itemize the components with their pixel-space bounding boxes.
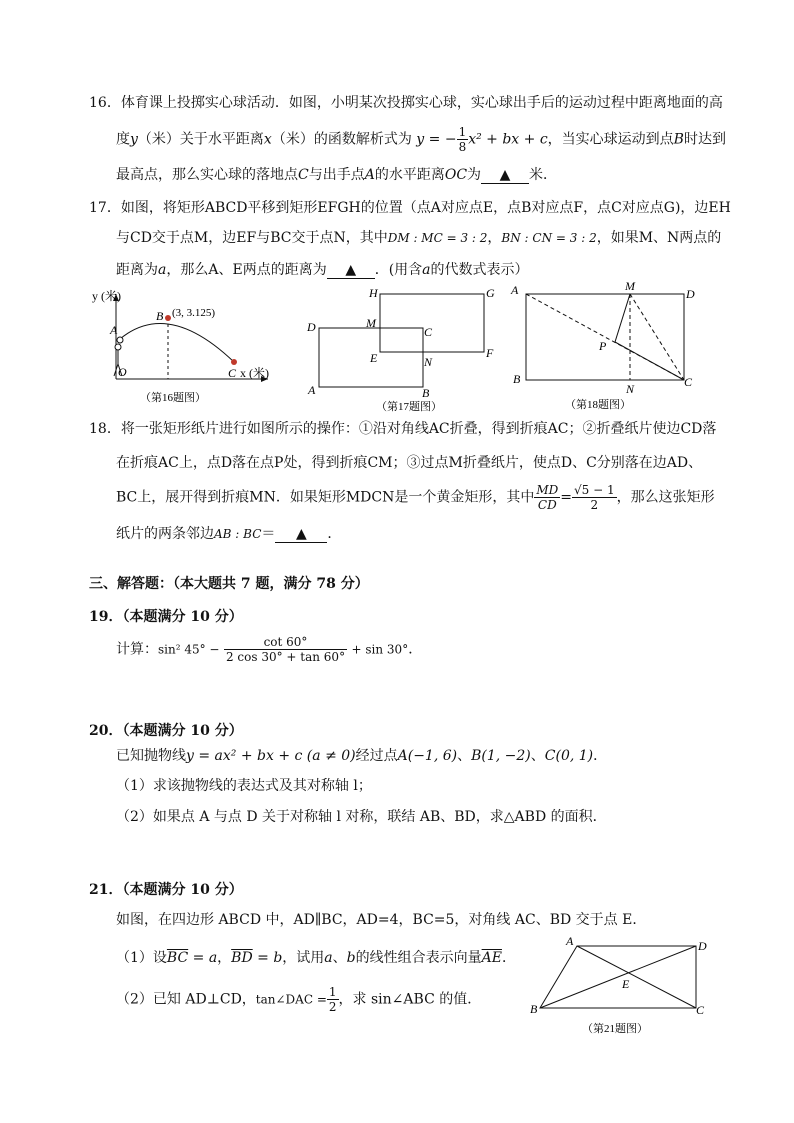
q21-heading: 21．（本题满分 10 分） [89, 882, 243, 898]
fig16-ylabel: y (米) [92, 289, 121, 303]
q18-line1: 18．将一张矩形纸片进行如图所示的操作：①沿对角线AC折叠，得到折痕AC；②折叠纸片使边CD落 [89, 421, 717, 437]
q21-stem: 如图，在四边形 ABCD 中，AD∥BC，AD=4，BC=5，对角线 AC、BD 交于点 E． [116, 912, 647, 928]
svg-text:C: C [424, 325, 433, 339]
q17-line1: 17．如图，将矩形ABCD平移到矩形EFGH的位置（点A对应点E，点B对应点F，点C对应点G)，边EH [89, 200, 731, 216]
figure-18 [505, 280, 705, 414]
svg-text:E: E [370, 351, 378, 365]
q21-sub1: （1）设$\overline{BC} = a$，$\overline{BD} = b$，试用a、b的线性组合表示向量$\overline{AE}$． [116, 950, 516, 966]
svg-text:N: N [626, 382, 635, 396]
q17-number: 17． [89, 200, 121, 216]
q18-answer-blank[interactable]: ▲ [275, 526, 327, 543]
q16-answer-blank[interactable]: ▲ [481, 167, 529, 184]
q17-line3: 距离为a，那么A、E两点的距离为 ▲ ．(用含a的代数式表示） [116, 262, 529, 278]
svg-text:A: A [110, 323, 118, 337]
svg-text:G: G [486, 286, 495, 300]
fig21-caption: （第21题图） [582, 1023, 648, 1035]
q16-line1: 16．体育课上投掷实心球活动．如图，小明某次投掷实心球，实心球出手后的运动过程中距离地面的高 [89, 95, 723, 111]
q18-line2: 在折痕AC上，点D落在点P处，得到折痕CM；③过点M折叠纸片，使点D、C分别落在边AD、 [116, 455, 703, 471]
q18-line3: BC上，展开得到折痕MN．如果矩形MDCN是一个黄金矩形，其中 $\frac{MD}{CD}$ = $\frac{√5 - 1}{2}$ ，那么这张矩形 [116, 483, 715, 512]
figure-16 [88, 284, 278, 409]
svg-text:C: C [684, 375, 693, 389]
q20-stem: 已知抛物线y = ax² + bx + c (a ≠ 0)经过点A(−1, 6)、B(1, −2)、C(0, 1)． [116, 748, 608, 764]
svg-text:D: D [686, 287, 695, 301]
q20-sub1: （1）求该抛物线的表达式及其对称轴 l； [116, 778, 372, 794]
svg-text:C: C [228, 366, 237, 380]
q16-formula: y = − [416, 131, 457, 148]
svg-text:M: M [625, 280, 635, 293]
svg-text:M: M [366, 316, 376, 330]
svg-text:H: H [369, 286, 378, 300]
svg-text:F: F [486, 346, 494, 360]
svg-text:N: N [424, 355, 433, 369]
fig16-point-label: (3, 3.125) [172, 307, 216, 319]
q19-heading: 19．（本题满分 10 分） [89, 609, 243, 625]
svg-text:E: E [622, 977, 630, 991]
svg-text:A: A [566, 934, 574, 948]
q17-line2: 与CD交于点M，边EF与BC交于点N，其中DM : MC = 3 : 2，BN : CN = 3 : 2，如果M、N两点的 [116, 230, 722, 246]
fig16-caption: （第16题图） [140, 392, 206, 404]
q20-sub2: （2）如果点 A 与点 D 关于对称轴 l 对称，联结 AB、BD，求△ABD 的面积． [116, 809, 607, 825]
q18-line4: 纸片的两条邻边AB : BC＝ ▲ ． [116, 526, 342, 542]
svg-text:B: B [156, 309, 164, 323]
svg-text:C: C [696, 1003, 705, 1017]
person-head-icon [115, 344, 121, 350]
q18-number: 18． [89, 421, 121, 437]
q16-line3: 最高点，那么实心球的落地点C与出手点A的水平距离OC为 ▲ 米． [116, 167, 558, 183]
fig16-xlabel: x (米) [240, 366, 269, 380]
svg-text:O: O [118, 365, 127, 379]
q21-sub2: （2）已知 AD⊥CD，tan∠DAC = $\frac{1}{2}$ ，求 sin∠ABC 的值． [116, 985, 482, 1014]
q16-number: 16． [89, 95, 121, 111]
q16-line2: 度y（米）关于水平距离x（米）的函数解析式为 y = − $\frac{1}{8}$ x² + bx + c，当实心球运动到点B时达到 [116, 125, 726, 154]
svg-text:D: D [307, 320, 316, 334]
section-3-heading: 三、解答题：（本大题共 7 题，满分 78 分） [89, 576, 369, 592]
svg-text:B: B [513, 372, 521, 386]
fig17-caption: （第17题图） [376, 401, 442, 413]
q20-heading: 20．（本题满分 10 分） [89, 723, 243, 739]
svg-text:A: A [511, 283, 519, 297]
svg-text:B: B [530, 1002, 538, 1016]
svg-text:A: A [308, 383, 316, 397]
figure-17 [300, 282, 510, 414]
svg-text:B: B [422, 386, 430, 400]
figure-21 [524, 930, 724, 1040]
svg-text:D: D [698, 939, 707, 953]
svg-text:P: P [599, 339, 607, 353]
q17-answer-blank[interactable]: ▲ [327, 262, 375, 279]
fig18-caption: （第18题图） [565, 399, 631, 411]
q19-expression: 计算：sin² 45° − $\frac{\cot 60^\circ}{2 \cos 30^\circ + \tan 60^\circ}$ + sin 30°． [116, 635, 423, 664]
